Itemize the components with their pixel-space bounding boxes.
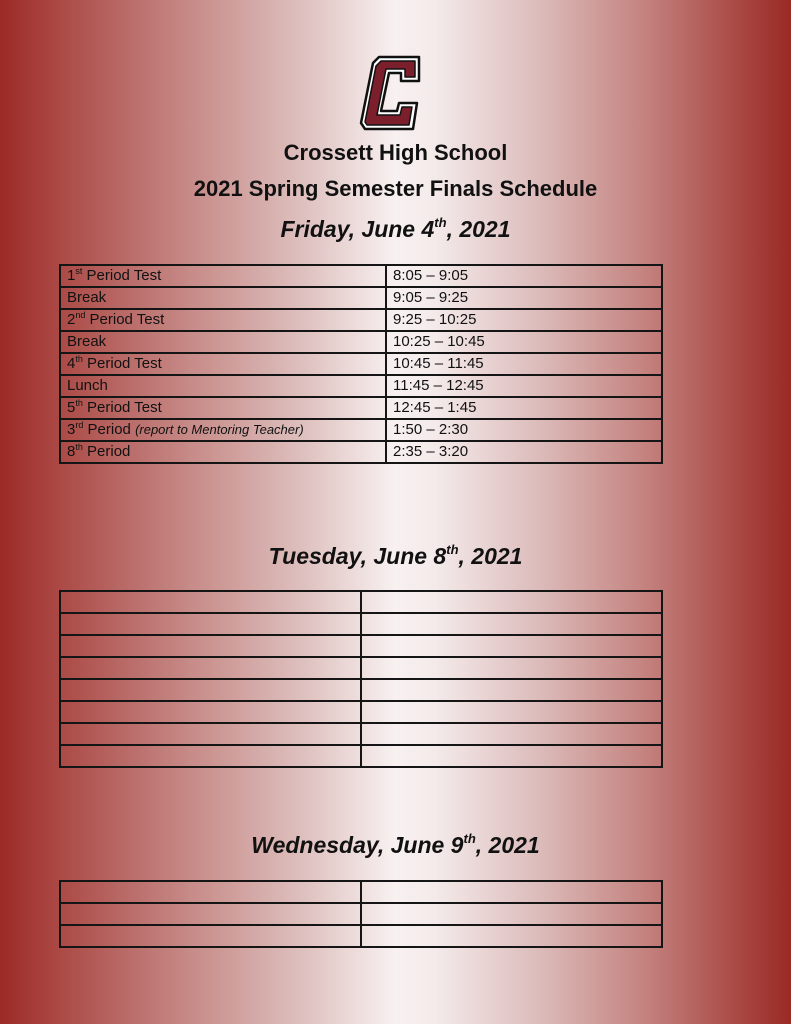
period-cell — [60, 441, 386, 463]
time-cell — [361, 591, 662, 613]
time-cell — [361, 723, 662, 745]
period-cell — [60, 265, 386, 287]
table-row — [60, 723, 662, 745]
period-cell — [60, 591, 361, 613]
period-ordinal: rd — [75, 420, 84, 430]
period-cell — [60, 723, 361, 745]
period-label: Period Test — [82, 399, 162, 416]
period-cell — [60, 903, 361, 925]
time-cell — [361, 613, 662, 635]
period-cell — [60, 353, 386, 375]
period-number: 8 — [67, 443, 76, 460]
time-cell — [361, 903, 662, 925]
table-row — [60, 441, 662, 463]
table-row — [60, 613, 662, 635]
period-ordinal: th — [75, 354, 83, 364]
time-cell — [361, 881, 662, 903]
table-row — [60, 265, 662, 287]
period-cell — [60, 925, 361, 947]
time-cell — [361, 679, 662, 701]
time-cell — [361, 701, 662, 723]
time-cell: 2:35 – 3:20 — [386, 441, 662, 463]
period-cell — [60, 745, 361, 767]
school-logo — [359, 55, 423, 131]
time-cell: 10:45 – 11:45 — [386, 353, 662, 375]
period-label: Break — [67, 333, 107, 350]
time-cell — [361, 635, 662, 657]
period-label: Period Test — [82, 355, 162, 372]
period-cell — [60, 881, 361, 903]
period-label: Lunch — [67, 377, 108, 394]
wednesday-schedule-table — [59, 880, 663, 948]
schedule-title: 2021 Spring Semester Finals Schedule — [193, 176, 598, 201]
period-cell — [60, 375, 386, 397]
table-row — [60, 679, 662, 701]
time-cell: 8:05 – 9:05 — [386, 265, 662, 287]
table-row — [60, 591, 662, 613]
time-cell — [361, 745, 662, 767]
period-cell — [60, 397, 386, 419]
friday-schedule-table — [59, 264, 663, 464]
table-row — [60, 375, 662, 397]
table-row — [60, 397, 662, 419]
period-cell — [60, 679, 361, 701]
period-number: 3 — [67, 421, 76, 438]
period-ordinal: nd — [75, 310, 86, 320]
tuesday-schedule-table — [59, 590, 663, 768]
period-label: Break — [67, 289, 107, 306]
period-label: Period — [83, 421, 136, 438]
time-cell: 1:50 – 2:30 — [386, 419, 662, 441]
table-row — [60, 635, 662, 657]
period-cell — [60, 657, 361, 679]
time-cell: 11:45 – 12:45 — [386, 375, 662, 397]
period-ordinal: st — [75, 266, 83, 276]
day-heading-tuesday: Tuesday, June 8th, 2021 — [268, 542, 523, 569]
period-label: Period Test — [85, 311, 165, 328]
period-cell — [60, 331, 386, 353]
table-row — [60, 701, 662, 723]
period-cell — [60, 635, 361, 657]
period-cell — [60, 613, 361, 635]
period-cell — [60, 309, 386, 331]
table-row — [60, 331, 662, 353]
period-note: (report to Mentoring Teacher) — [135, 422, 304, 437]
period-label: Period Test — [82, 267, 162, 284]
table-row — [60, 287, 662, 309]
time-cell: 9:05 – 9:25 — [386, 287, 662, 309]
period-number: 5 — [67, 399, 76, 416]
period-label: Period — [82, 443, 131, 460]
period-cell — [60, 287, 386, 309]
period-ordinal: th — [75, 442, 83, 452]
table-row — [60, 903, 662, 925]
time-cell — [361, 657, 662, 679]
time-cell: 12:45 – 1:45 — [386, 397, 662, 419]
period-number: 4 — [67, 355, 76, 372]
table-row — [60, 353, 662, 375]
period-number: 2 — [67, 311, 76, 328]
time-cell — [361, 925, 662, 947]
period-ordinal: th — [75, 398, 83, 408]
table-row — [60, 745, 662, 767]
time-cell: 10:25 – 10:45 — [386, 331, 662, 353]
table-row — [60, 925, 662, 947]
table-row — [60, 881, 662, 903]
day-heading-friday: Friday, June 4th, 2021 — [280, 215, 511, 242]
school-name: Crossett High School — [283, 140, 508, 165]
period-cell — [60, 701, 361, 723]
table-row — [60, 309, 662, 331]
day-heading-wednesday: Wednesday, June 9th, 2021 — [251, 831, 540, 858]
period-cell — [60, 419, 386, 441]
table-row — [60, 657, 662, 679]
period-number: 1 — [67, 267, 76, 284]
table-row — [60, 419, 662, 441]
time-cell: 9:25 – 10:25 — [386, 309, 662, 331]
